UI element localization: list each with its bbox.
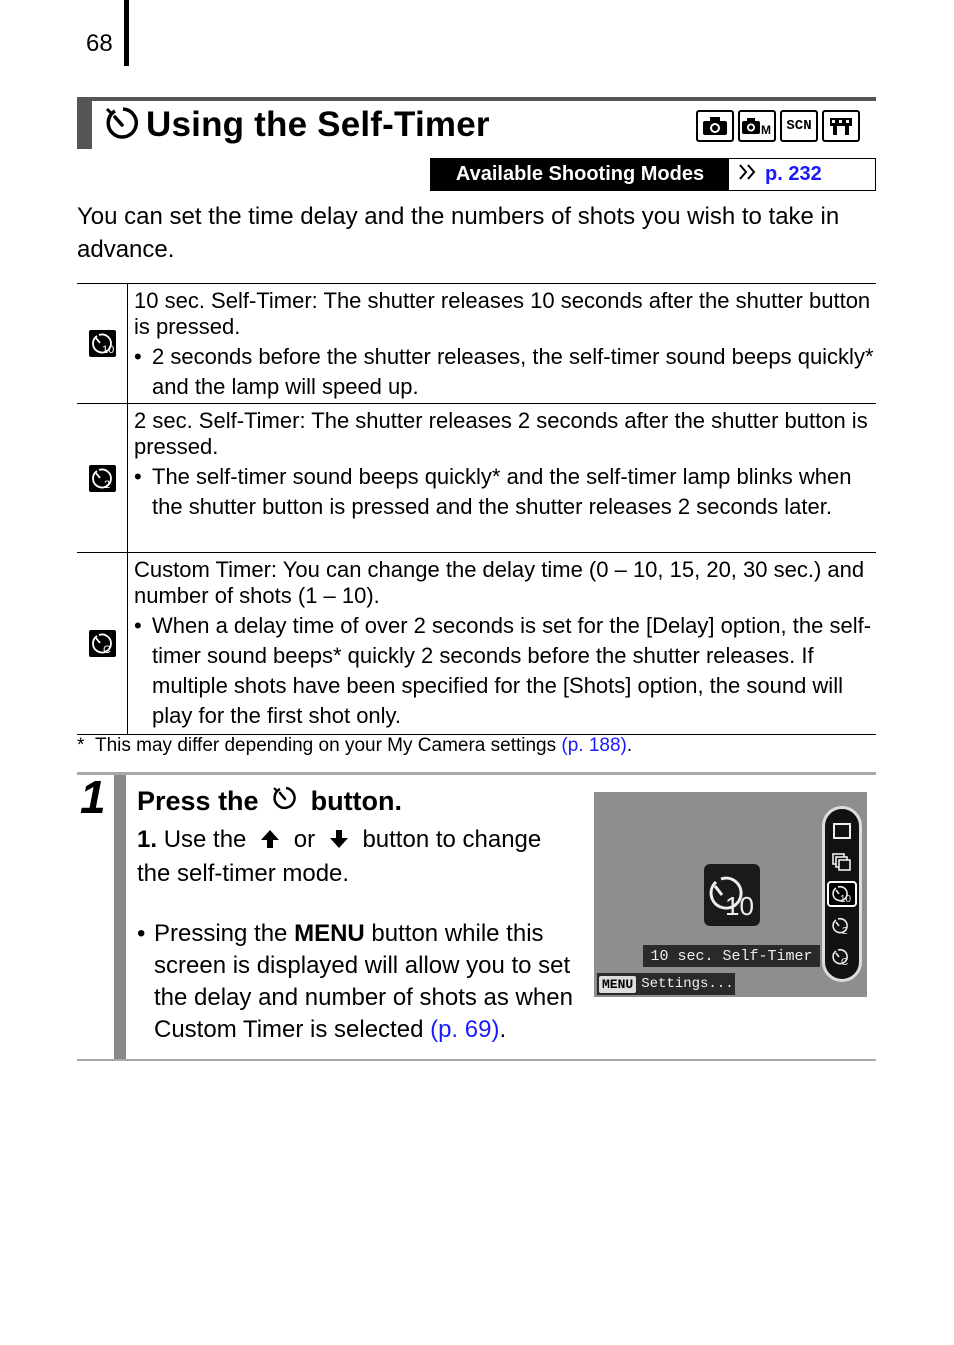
- page-title: [102, 103, 490, 147]
- down-arrow-icon: [328, 827, 350, 858]
- svg-text:2: 2: [842, 925, 848, 936]
- svg-text:C: C: [102, 644, 111, 656]
- title-block: [77, 101, 92, 149]
- note-text-a: Pressing the: [154, 920, 288, 947]
- timer-table: [77, 283, 876, 735]
- step-heading-after: button.: [310, 786, 403, 816]
- lcd-menu-text: Settings...: [641, 976, 734, 992]
- camera-manual-icon: [738, 110, 776, 142]
- shooting-modes-page-link[interactable]: p. 232: [765, 163, 822, 185]
- timer-description: Custom Timer: You can change the delay time (0 – 10, 15, 20, 30 sec.) and number of shots (1 – 10).: [134, 557, 865, 608]
- self-timer-button-icon: [271, 784, 299, 819]
- lcd-mode-label: 10 sec. Self-Timer: [643, 945, 820, 967]
- camera-lcd-screen: [594, 792, 867, 997]
- note-end: .: [499, 1016, 507, 1043]
- continuous-shot-icon: [827, 849, 857, 875]
- substep: [137, 824, 577, 889]
- lcd-drive-mode-strip: [822, 806, 862, 982]
- single-shot-icon: [827, 818, 857, 844]
- page-title-text: Using the Self-Timer: [146, 105, 490, 144]
- step-heading: [137, 784, 402, 819]
- timer-note: When a delay time of over 2 seconds is set for the [Delay] option, the self-timer sound beeps* quickly 2 seconds before the shutter releases. If multiple shots have been specified for the [Shots] option, the sound will play for the first shot only.: [152, 613, 872, 728]
- step-side-bar: [114, 775, 126, 1059]
- svg-text:2: 2: [103, 478, 110, 491]
- self-timer-2sec-icon: [89, 465, 116, 492]
- camera-auto-icon: [696, 110, 734, 142]
- step-heading-before: Press the: [137, 786, 259, 816]
- available-shooting-modes-label: Available Shooting Modes: [431, 159, 729, 190]
- table-row: 2 2 sec. Self-Timer: The shutter releases 2 seconds after the shutter button is pressed. • The self-timer sound beeps quickly* and the self-timer lamp blinks when the shutter button is pressed and the shutter releases 2 seconds later.: [77, 404, 876, 553]
- table-row: 10 10 sec. Self-Timer: The shutter releases 10 seconds after the shutter button is pressed. • 2 seconds before the shutter releases, the self-timer sound beeps quickly* and the lamp will speed up.: [77, 284, 876, 404]
- footnote-mark: *: [77, 735, 85, 756]
- custom-timer-page-link[interactable]: (p. 69): [430, 1016, 500, 1043]
- step-bottom-rule: [77, 1059, 876, 1061]
- scn-mode-icon: SCN: [780, 110, 818, 142]
- double-chevron-icon: [737, 162, 759, 188]
- substep-use: Use the: [163, 826, 247, 853]
- step-top-rule: [77, 772, 876, 775]
- menu-button-label: MENU: [294, 920, 365, 947]
- footnote-text: This may differ depending on your My Camera settings: [94, 735, 557, 756]
- step-number: 1: [80, 771, 106, 823]
- svg-text:10: 10: [725, 891, 754, 921]
- up-arrow-icon: [259, 827, 281, 858]
- footnote-page-link[interactable]: (p. 188): [561, 735, 627, 756]
- title-rule: [77, 97, 876, 101]
- lcd-menu-hint: [597, 973, 735, 995]
- footnote: [77, 735, 632, 757]
- timer-description: 2 sec. Self-Timer: The shutter releases 2 seconds after the shutter button is pressed.: [134, 408, 868, 459]
- svg-text:10: 10: [840, 893, 852, 904]
- timer-note: 2 seconds before the shutter releases, the self-timer sound beeps quickly* and the lamp will speed up.: [152, 344, 874, 399]
- timer-note: The self-timer sound beeps quickly* and the self-timer lamp blinks when the shutter button is pressed and the shutter releases 2 seconds later.: [152, 464, 852, 519]
- lcd-menu-button: MENU: [599, 976, 636, 993]
- footnote-end: .: [626, 735, 633, 756]
- self-timer-10sec-large-icon: [704, 864, 760, 926]
- timer-description: 10 sec. Self-Timer: The shutter releases 10 seconds after the shutter button is pressed.: [134, 288, 871, 339]
- substep-number: 1.: [137, 826, 158, 853]
- self-timer-icon: [102, 103, 142, 148]
- table-row: C Custom Timer: You can change the delay time (0 – 10, 15, 20, 30 sec.) and number of shots (1 – 10). • When a delay time of over 2 seconds is set for the [Delay] option, the self-timer sound beeps* quickly 2 seconds before the shutter releases. If multiple shots have been specified for the [Shots] option, the sound will play for the first shot only.: [77, 553, 876, 735]
- custom-timer-icon: [89, 630, 116, 657]
- self-timer-10sec-icon: [89, 330, 116, 357]
- substep-rest: button to change the self-timer mode.: [137, 826, 542, 887]
- svg-text:M: M: [761, 123, 771, 136]
- mode-icons: [696, 110, 860, 142]
- substep-or: or: [293, 826, 316, 853]
- page-number: 68: [86, 30, 113, 57]
- self-timer-10sec-icon: [827, 881, 857, 907]
- movie-mode-icon: [822, 110, 860, 142]
- note-text-b: button while this screen is displayed will allow you to set the delay and number of shots as when Custom Timer is selected: [154, 920, 573, 1043]
- note-bullet: •: [137, 920, 146, 947]
- self-timer-2sec-icon: [827, 913, 857, 939]
- custom-timer-icon: [827, 944, 857, 970]
- menu-note: [137, 918, 597, 1046]
- intro-text: You can set the time delay and the numbers of shots you wish to take in advance.: [77, 203, 840, 263]
- available-shooting-modes: [430, 158, 876, 191]
- page-number-bar: [124, 0, 129, 66]
- svg-text:10: 10: [101, 344, 114, 356]
- svg-text:C: C: [841, 957, 849, 968]
